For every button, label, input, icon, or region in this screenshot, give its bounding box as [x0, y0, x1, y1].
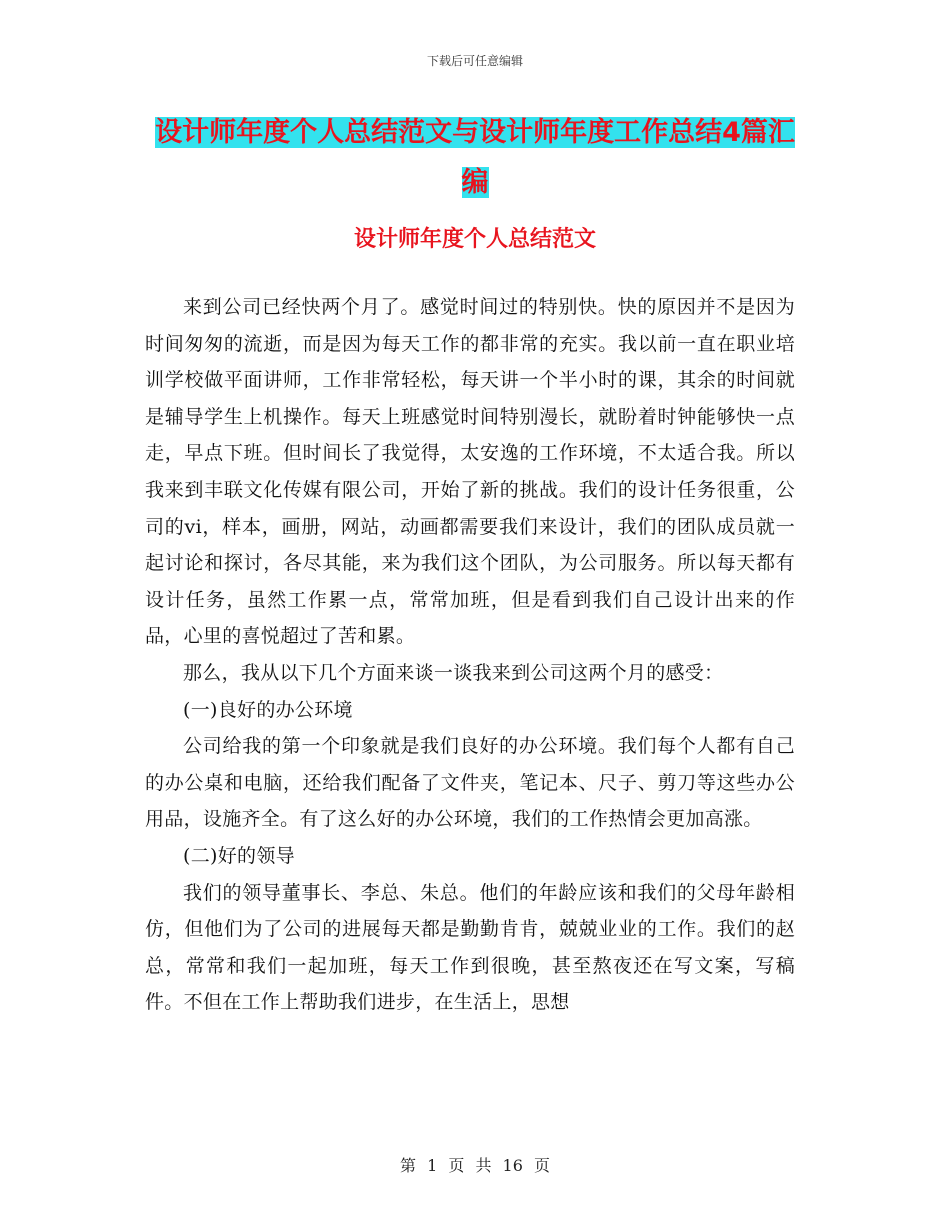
subheading: (二)好的领导 — [183, 844, 295, 867]
paragraph: 那么，我从以下几个方面来谈一谈我来到公司这两个月的感受： — [183, 661, 724, 684]
document-title — [150, 108, 800, 208]
paragraph: 来到公司已经快两个月了。感觉时间过的特别快。快的原因并不是因为时间匆匆的流逝，而是因为每天工作的都非常的充实。我以前一直在职业培训学校做平面讲师，工作非常轻松，每天讲一个半小时的课，其余的时间就是辅导学生上机操作。每天上班感觉时间特别漫长，就盼着时钟能够快一点走，早点下班。但时间长了我觉得，太安逸的工作环境，不太适合我。所以我来到丰联文化传媒有限公司，开始了新的挑战。我们的设计任务很重，公司的vi，样本，画册，网站，动画都需要我们来设计，我们的团队成员就一起讨论和探讨，各尽其能，来为我们这个团队，为公司服务。所以每天都有设计任务，虽然工作累一点，常常加班，但是看到我们自己设计出来的作品，心里的喜悦超过了苦和累。 — [145, 296, 795, 648]
body-text — [145, 289, 795, 1021]
header-note: 下载后可任意编辑 — [426, 54, 523, 68]
document-title-text: 设计师年度个人总结范文与设计师年度工作总结4篇汇编 — [155, 117, 795, 198]
paragraph: 公司给我的第一个印象就是我们良好的办公环境。我们每个人都有自己的办公桌和电脑，还给我们配备了文件夹，笔记本、尺子、剪刀等这些办公用品，设施齐全。有了这么好的办公环境，我们的工作热情会更加高涨。 — [145, 735, 795, 831]
section-title: 设计师年度个人总结范文 — [353, 227, 596, 252]
page-footer: 第 1 页 共 16 页 — [400, 1156, 550, 1175]
subheading: (一)良好的办公环境 — [183, 698, 353, 721]
paragraph: 我们的领导董事长、李总、朱总。他们的年龄应该和我们的父母年龄相仿，但他们为了公司的进展每天都是勤勤肯肯，兢兢业业的工作。我们的赵总，常常和我们一起加班，每天工作到很晚，甚至熬夜还在写文案，写稿件。不但在工作上帮助我们进步，在生活上，思想 — [145, 881, 795, 1014]
